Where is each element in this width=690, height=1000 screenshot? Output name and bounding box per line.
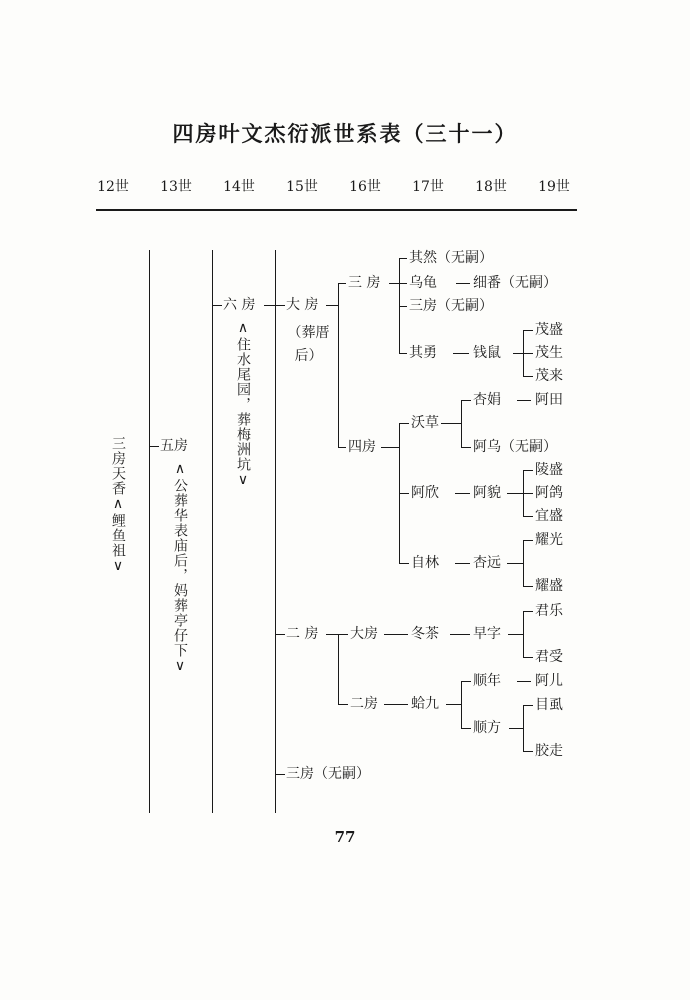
gen-12: 12世 (97, 179, 129, 195)
gen17-8: 冬茶 (411, 626, 439, 642)
gen18-8: 顺年 (473, 673, 501, 689)
branch-line (275, 305, 285, 306)
gen17-6: 阿欣 (411, 485, 439, 501)
branch-line (264, 305, 275, 306)
branch-line (399, 353, 407, 354)
gen19-1: 茂盛 (535, 322, 563, 338)
gen19-8: 耀光 (535, 532, 563, 548)
header-rule (96, 209, 577, 211)
column-divider (149, 250, 150, 813)
gen16-d: 二房 (350, 696, 378, 712)
branch-line (523, 470, 533, 471)
branch-line (149, 446, 159, 447)
gen17-5: 沃草 (411, 415, 439, 431)
gen-15: 15世 (286, 179, 318, 195)
branch-line (523, 657, 533, 658)
gen14-note: ∧住水尾园，葬梅洲坑∨ (235, 320, 251, 489)
branch-line (523, 611, 533, 612)
branch-line (338, 283, 339, 447)
gen19-12: 阿儿 (535, 673, 563, 689)
branch-line (507, 563, 523, 564)
branch-line (461, 400, 462, 447)
branch-line (453, 353, 469, 354)
branch-line (517, 681, 531, 682)
branch-line (338, 704, 348, 705)
gen-17: 17世 (412, 179, 444, 195)
gen19-9: 耀盛 (535, 578, 563, 594)
branch-line (275, 774, 285, 775)
gen19-10: 君乐 (535, 603, 563, 619)
branch-line (509, 728, 523, 729)
branch-line (338, 283, 346, 284)
branch-line (381, 447, 399, 448)
branch-line (461, 681, 471, 682)
page-title: 四房叶文杰衍派世系表（三十一） (172, 121, 518, 146)
gen-13: 13世 (160, 179, 192, 195)
gen19-2: 茂生 (535, 345, 563, 361)
gen19-3: 茂来 (535, 368, 563, 384)
gen19-13: 目虱 (535, 697, 563, 713)
gen16-b: 四房 (348, 439, 376, 455)
branch-line (523, 516, 533, 517)
branch-line (523, 540, 524, 586)
gen13-note: ∧公葬华表庙后，妈葬亭仔下∨ (172, 461, 188, 675)
gen15-b: 二 房 (286, 626, 319, 642)
gen18-2: 钱鼠 (473, 345, 501, 361)
gen13-name: 五房 (160, 438, 188, 454)
gen18-5: 阿貌 (473, 485, 501, 501)
gen15-a-note: （葬厝后） (287, 325, 330, 364)
branch-line (384, 634, 408, 635)
branch-line (513, 353, 523, 354)
branch-line (389, 283, 399, 284)
branch-line (523, 330, 533, 331)
branch-line (507, 493, 523, 494)
branch-line (338, 634, 348, 635)
branch-line (326, 305, 338, 306)
gen18-9: 顺方 (473, 720, 501, 736)
gen16-a: 三 房 (348, 275, 381, 291)
branch-line (441, 423, 461, 424)
gen18-1: 细番（无嗣） (473, 275, 557, 291)
branch-line (461, 400, 471, 401)
branch-line (450, 634, 470, 635)
branch-line (455, 493, 470, 494)
branch-line (399, 258, 407, 259)
gen18-3: 杏娟 (473, 392, 501, 408)
page-number: 77 (334, 828, 356, 846)
gen18-7: 早字 (473, 626, 501, 642)
branch-line (461, 447, 471, 448)
branch-line (399, 283, 407, 284)
branch-line (523, 586, 533, 587)
branch-line (523, 751, 533, 752)
gen17-1: 其然（无嗣） (409, 250, 493, 266)
gen19-4: 阿田 (535, 392, 563, 408)
branch-line (275, 634, 285, 635)
branch-line (461, 728, 471, 729)
gen14-name: 六 房 (223, 297, 256, 313)
branch-line (455, 563, 470, 564)
branch-line (326, 634, 338, 635)
branch-line (523, 353, 533, 354)
branch-line (338, 634, 339, 704)
branch-line (399, 306, 407, 307)
gen12-ancestor: 三房天香∧鲤鱼祖∨ (110, 436, 126, 575)
gen18-6: 杏远 (473, 555, 501, 571)
branch-line (384, 704, 408, 705)
branch-line (523, 705, 533, 706)
gen17-2: 乌龟 (409, 275, 437, 291)
branch-line (517, 400, 531, 401)
gen-14: 14世 (223, 179, 255, 195)
branch-line (523, 705, 524, 751)
branch-line (461, 681, 462, 728)
gen-19: 19世 (538, 179, 570, 195)
branch-line (456, 283, 470, 284)
branch-line (523, 540, 533, 541)
gen17-9: 蛤九 (411, 696, 439, 712)
gen19-5: 陵盛 (535, 462, 563, 478)
branch-line (399, 493, 409, 494)
branch-line (508, 634, 523, 635)
branch-line (212, 305, 222, 306)
branch-line (338, 447, 346, 448)
gen17-7: 自林 (411, 555, 439, 571)
gen19-11: 君受 (535, 649, 563, 665)
gen17-3: 三房（无嗣） (409, 298, 493, 314)
gen19-6: 阿鸽 (535, 485, 563, 501)
branch-line (523, 611, 524, 657)
gen-16: 16世 (349, 179, 381, 195)
gen19-7: 宜盛 (535, 508, 563, 524)
column-divider (212, 250, 213, 813)
gen17-4: 其勇 (409, 345, 437, 361)
gen15-c: 三房（无嗣） (286, 766, 370, 782)
gen15-a: 大 房 (286, 297, 319, 313)
gen-18: 18世 (475, 179, 507, 195)
column-divider (275, 250, 276, 813)
branch-line (446, 704, 461, 705)
branch-line (399, 423, 409, 424)
gen16-c: 大房 (350, 626, 378, 642)
gen18-4: 阿乌（无嗣） (473, 439, 557, 455)
gen19-14: 胶走 (535, 743, 563, 759)
branch-line (523, 376, 533, 377)
branch-line (399, 563, 409, 564)
branch-line (523, 493, 533, 494)
